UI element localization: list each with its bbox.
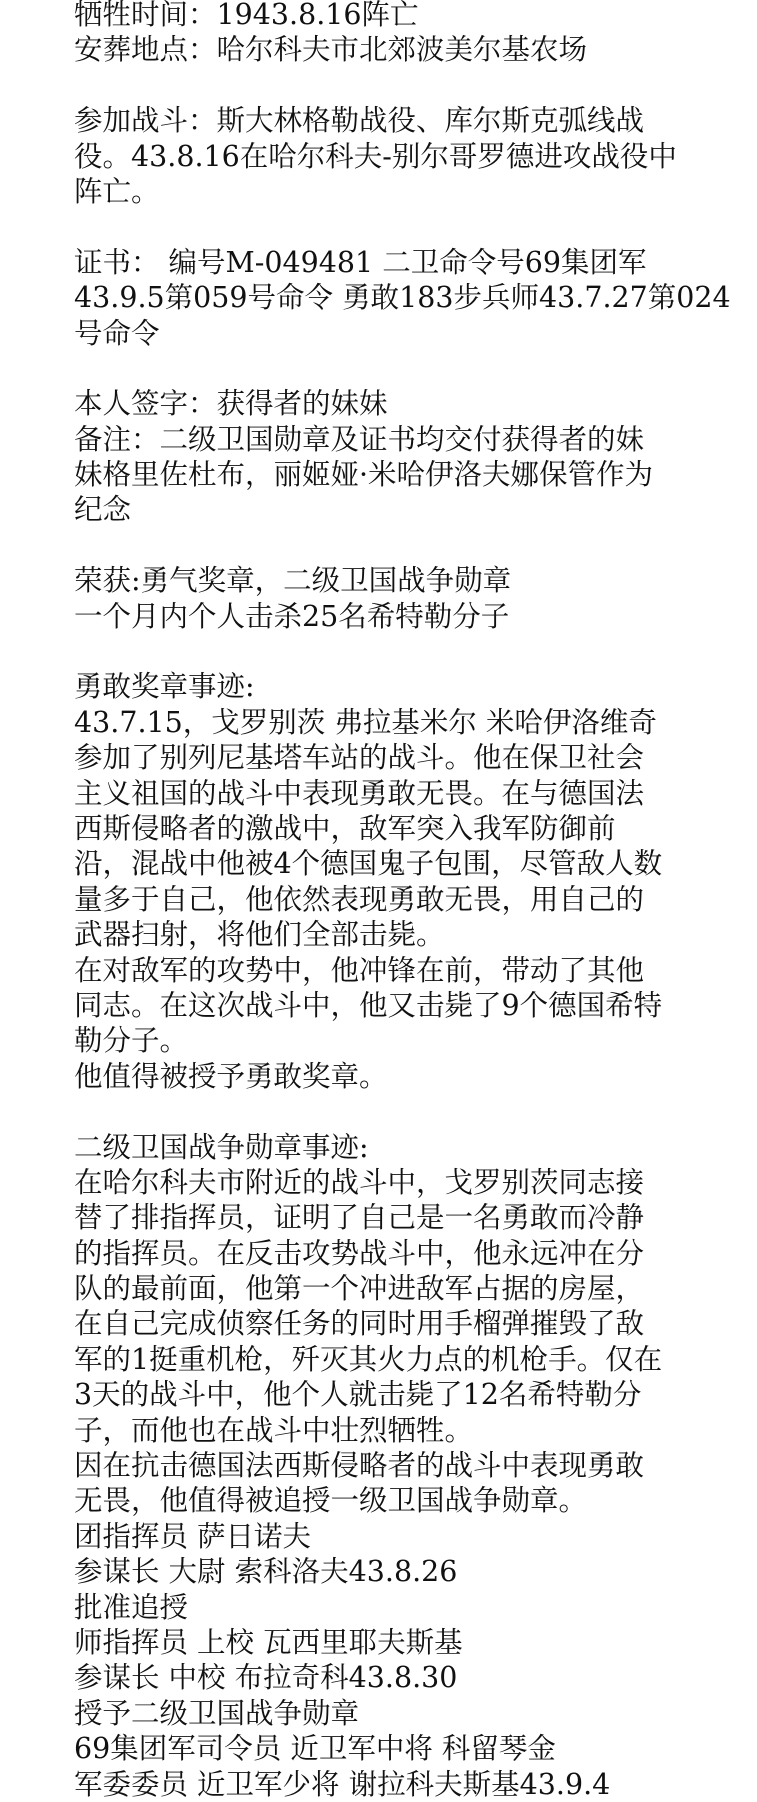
text-line: 沿，混战中他被4个德国鬼子包围，尽管敌人数	[74, 847, 663, 881]
text-line: 主义祖国的战斗中表现勇敢无畏。在与德国法	[74, 776, 645, 810]
section-patriotic-war-order-deeds	[74, 1130, 714, 1802]
text-line: 武器扫射，将他们全部击毙。	[74, 918, 445, 952]
text-line: 勒分子。	[74, 1024, 189, 1058]
text-line: 二级卫国战争勋章事迹:	[74, 1130, 369, 1164]
text-line: 在对敌军的攻势中，他冲锋在前，带动了其他	[74, 953, 645, 987]
section-signature-notes	[74, 386, 714, 528]
text-line: 牺牲时间：1943.8.16阵亡	[74, 0, 419, 31]
text-line: 的指挥员。在反击攻势战斗中，他永远冲在分	[74, 1236, 645, 1270]
text-line: 子，而他也在战斗中壮烈牺牲。	[74, 1413, 474, 1447]
section-awards	[74, 563, 714, 634]
blank-line	[74, 68, 714, 103]
text-line: 43.9.5第059号命令 勇敢183步兵师43.7.27第024	[74, 281, 731, 315]
text-line: 43.7.15，戈罗别茨 弗拉基米尔 米哈伊洛维奇	[74, 705, 657, 739]
text-line: 勇敢奖章事迹:	[74, 670, 255, 704]
text-line: 一个月内个人击杀25名希特勒分子	[74, 599, 510, 633]
text-line: 因在抗击德国法西斯侵略者的战斗中表现勇敢	[74, 1449, 645, 1483]
text-line: 参谋长 大尉 索科洛夫43.8.26	[74, 1555, 458, 1589]
blank-line	[74, 528, 714, 563]
text-line: 团指挥员 萨日诺夫	[74, 1519, 312, 1553]
text-line: 参加战斗：斯大林格勒战役、库尔斯克弧线战	[74, 104, 645, 138]
text-line: 阵亡。	[74, 174, 160, 208]
text-line: 同志。在这次战斗中，他又击毙了9个德国希特	[74, 988, 663, 1022]
text-line: 批准追授	[74, 1590, 189, 1624]
text-line: 69集团军司令员 近卫军中将 科留琴金	[74, 1732, 556, 1766]
text-line: 参加了别列尼基塔车站的战斗。他在保卫社会	[74, 741, 645, 775]
text-line: 证书： 编号M-049481 二卫命令号69集团军	[74, 245, 647, 279]
text-line: 授予二级卫国战争勋章	[74, 1696, 360, 1730]
text-line: 在哈尔科夫市附近的战斗中，戈罗别茨同志接	[74, 1165, 645, 1199]
text-line: 参谋长 中校 布拉奇科43.8.30	[74, 1661, 458, 1695]
blank-line	[74, 209, 714, 244]
text-line: 妹格里佐杜布，丽姬娅·米哈伊洛夫娜保管作为	[74, 458, 654, 492]
text-line: 安葬地点：哈尔科夫市北郊波美尔基农场	[74, 33, 588, 67]
blank-line	[74, 351, 714, 386]
text-line: 号命令	[74, 316, 160, 350]
text-line: 本人签字：获得者的妹妹	[74, 387, 388, 421]
text-line: 役。43.8.16在哈尔科夫-别尔哥罗德进攻战役中	[74, 139, 677, 173]
text-line: 队的最前面，他第一个冲进敌军占据的房屋，	[74, 1272, 645, 1306]
text-line: 他值得被授予勇敢奖章。	[74, 1059, 388, 1093]
text-line: 纪念	[74, 493, 132, 527]
text-line: 西斯侵略者的激战中，敌军突入我军防御前	[74, 811, 616, 845]
text-line: 师指挥员 上校 瓦西里耶夫斯基	[74, 1625, 463, 1659]
text-line: 3天的战斗中，他个人就击毙了12名希特勒分	[74, 1378, 642, 1412]
text-line: 荣获:勇气奖章，二级卫国战争勋章	[74, 564, 512, 598]
text-line: 军委委员 近卫军少将 谢拉科夫斯基43.9.4	[74, 1767, 611, 1801]
section-bravery-medal-deeds	[74, 669, 714, 1094]
text-line: 无畏，他值得被追授一级卫国战争勋章。	[74, 1484, 588, 1518]
blank-line	[74, 1094, 714, 1129]
section-certificate	[74, 245, 731, 351]
document-body	[74, 0, 731, 1802]
text-line: 备注：二级卫国勋章及证书均交付获得者的妹	[74, 422, 645, 456]
text-line: 在自己完成侦察任务的同时用手榴弹摧毁了敌	[74, 1307, 645, 1341]
section-death-info	[74, 0, 714, 68]
section-battles	[74, 103, 714, 209]
text-line: 替了排指挥员，证明了自己是一名勇敢而冷静	[74, 1201, 645, 1235]
blank-line	[74, 634, 714, 669]
text-line: 军的1挺重机枪，歼灭其火力点的机枪手。仅在	[74, 1342, 663, 1376]
text-line: 量多于自己，他依然表现勇敢无畏，用自己的	[74, 882, 645, 916]
